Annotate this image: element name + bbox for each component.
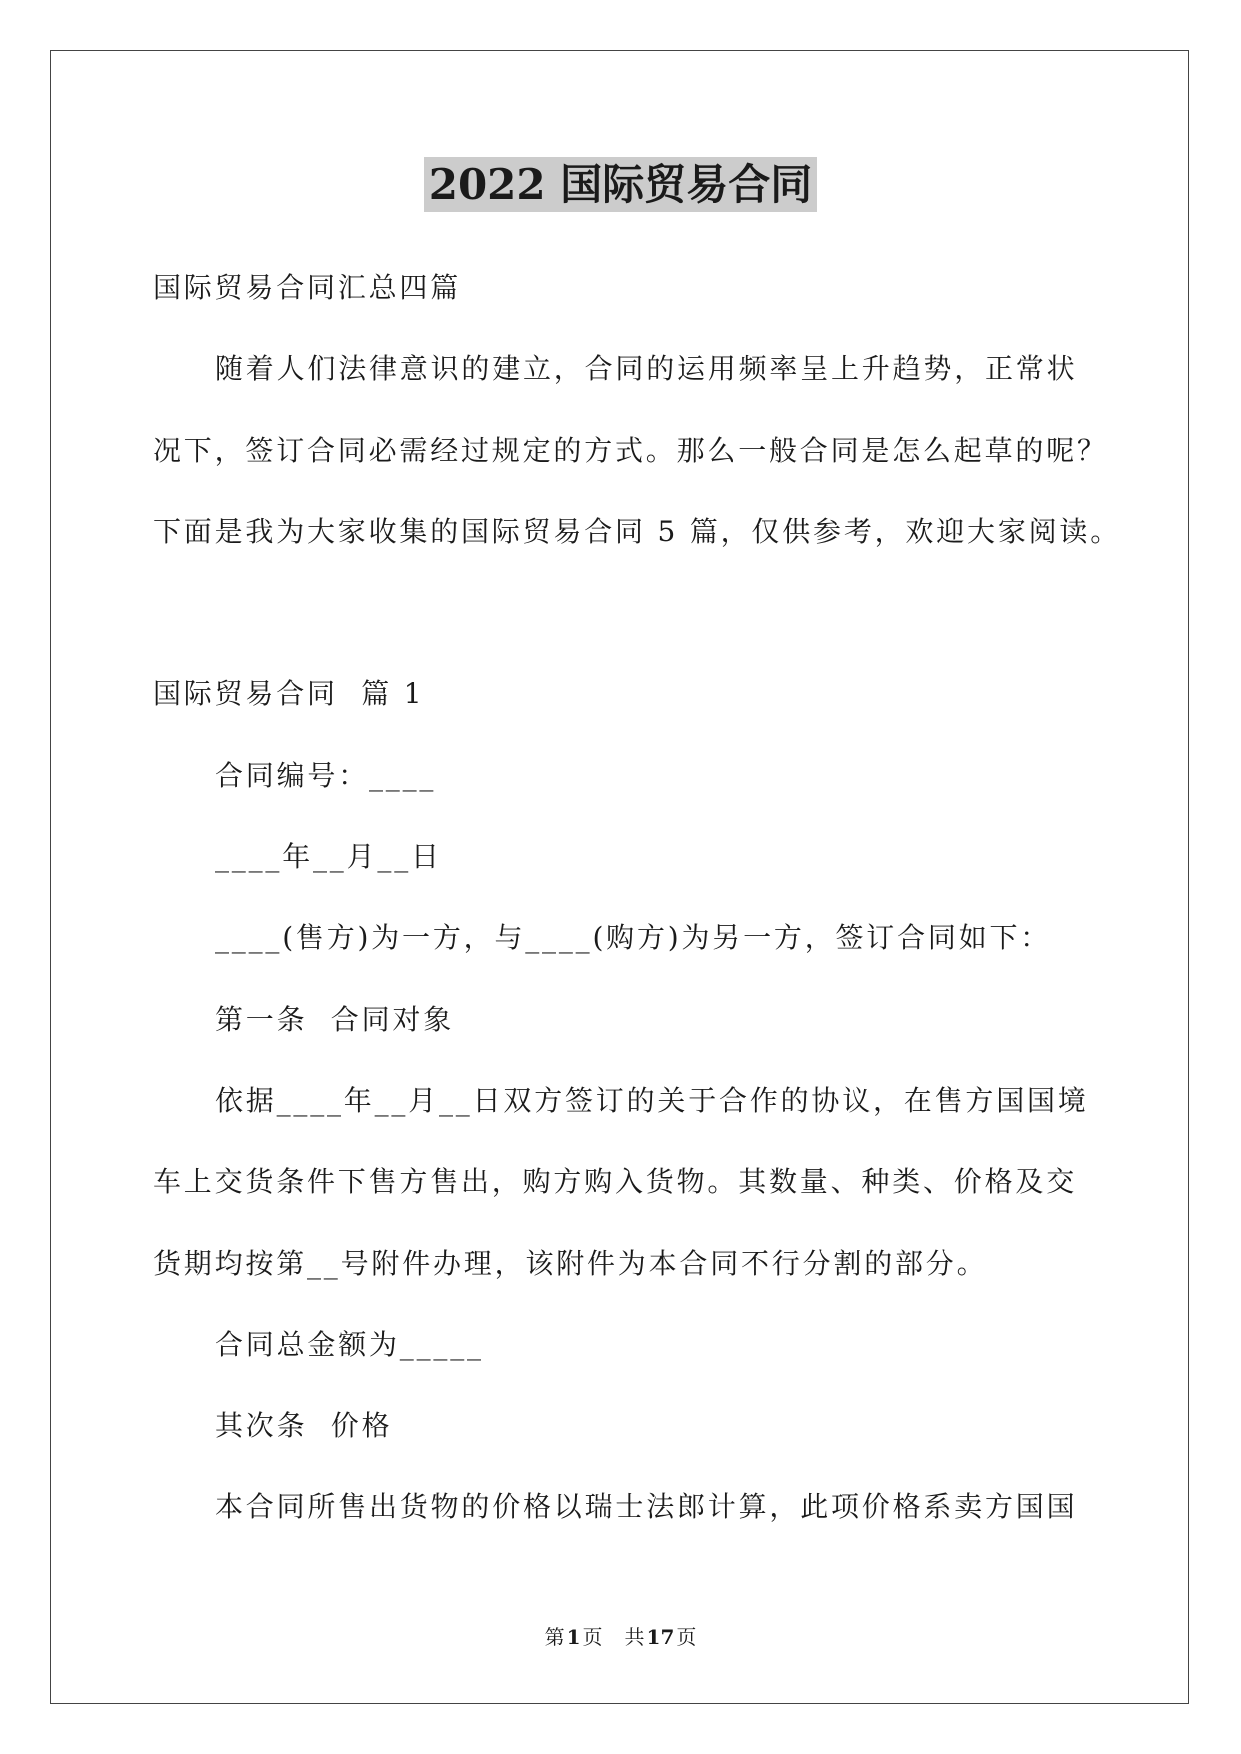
- article-1-text-line: 车上交货条件下售方售出，购方购入货物。其数量、种类、价格及交: [153, 1165, 1078, 1199]
- article-1-text-line: 依据____年__月__日双方签订的关于合作的协议，在售方国国境: [215, 1083, 1089, 1117]
- page-indicator: [545, 1625, 603, 1649]
- document-title-text: 2022 国际贸易合同: [424, 157, 818, 212]
- intro-line: 下面是我为大家收集的国际贸易合同 5 篇，仅供参考，欢迎大家阅读。: [153, 514, 1122, 548]
- article-2-heading: 其次条 价格: [215, 1409, 393, 1443]
- page-number: 1: [566, 1625, 581, 1649]
- page-unit: 页: [582, 1625, 603, 1649]
- intro-line: 随着人们法律意识的建立，合同的运用频率呈上升趋势，正常状: [215, 352, 1078, 386]
- total-unit: 页: [676, 1625, 697, 1649]
- page-prefix: 第: [544, 1625, 565, 1649]
- page-footer: [0, 1625, 1241, 1649]
- date-line: ____年__月__日: [215, 840, 442, 874]
- contract-number: 合同编号：____: [215, 758, 437, 792]
- parties-clause: ____(售方)为一方，与____(购方)为另一方，签订合同如下：: [215, 921, 1052, 955]
- total-pages: 17: [646, 1625, 675, 1649]
- total-amount: 合同总金额为_____: [215, 1327, 484, 1361]
- section-heading: 国际贸易合同 篇 1: [153, 677, 425, 711]
- article-2-text-line: 本合同所售出货物的价格以瑞士法郎计算，此项价格系卖方国国: [215, 1490, 1078, 1524]
- intro-line: 况下，签订合同必需经过规定的方式。那么一般合同是怎么起草的呢？: [153, 433, 1108, 467]
- total-pages-indicator: [625, 1625, 697, 1649]
- document-title: [0, 157, 1241, 212]
- total-prefix: 共: [624, 1625, 645, 1649]
- document-body: [153, 247, 1133, 1548]
- article-1-text-line: 货期均按第__号附件办理，该附件为本合同不行分割的部分。: [153, 1246, 988, 1280]
- article-1-heading: 第一条 合同对象: [215, 1002, 455, 1036]
- summary-heading: 国际贸易合同汇总四篇: [153, 271, 462, 304]
- blank-line: [153, 572, 1133, 653]
